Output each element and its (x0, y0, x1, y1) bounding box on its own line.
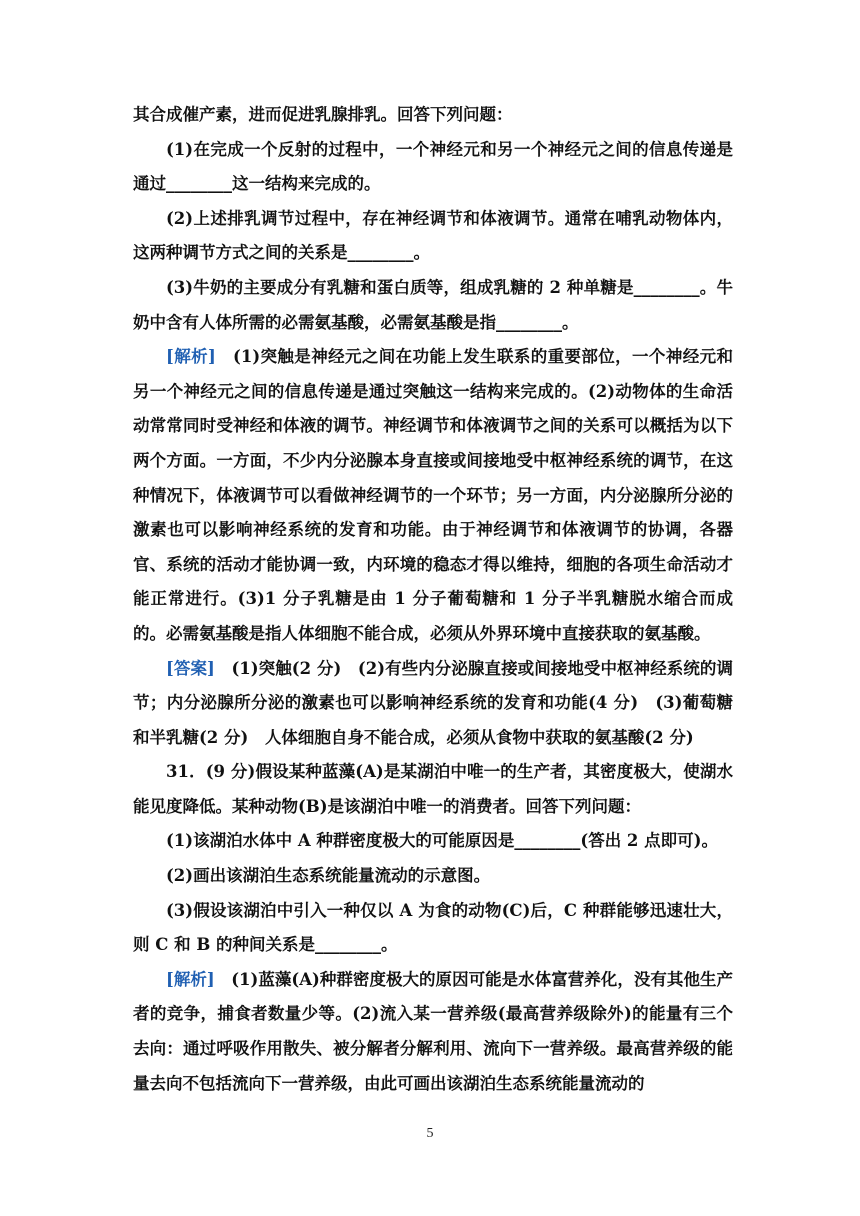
answer-text: (1)突触(2 分) (2)有些内分泌腺直接或间接地受中枢神经系统的调节；内分泌腺所分泌的激素也可以影响神经系统的发育和功能(4 分) (3)葡萄糖和半乳糖(2 分) 人体细胞自身不能合成，必须从食物中获取的氨基酸(2 分) (133, 658, 733, 747)
analysis-text: (1)蓝藻(A)种群密度极大的原因可能是水体富营养化，没有其他生产者的竞争，捕食者数量少等。(2)流入某一营养级(最高营养级除外)的能量有三个去向：通过呼吸作用散失、被分解者分解利用、流向下一营养级。最高营养级的能量去向不包括流向下一营养级，由此可画出该湖泊生态系统能量流动的 (133, 969, 733, 1093)
analysis-paragraph-2 (133, 963, 733, 1101)
question-31-1: (1)该湖泊水体中 A 种群密度极大的可能原因是________(答出 2 点即可)。 (166, 831, 718, 851)
question-1: (1)在完成一个反射的过程中，一个神经元和另一个神经元之间的信息传递是通过________这一结构来完成的。 (133, 139, 733, 194)
document-body (133, 98, 733, 1101)
page-number: 5 (426, 1126, 434, 1141)
question-2: (2)上述排乳调节过程中，存在神经调节和体液调节。通常在哺乳动物体内，这两种调节方式之间的关系是________。 (133, 208, 733, 263)
analysis-tag: [解析] (166, 347, 216, 367)
analysis-paragraph (133, 340, 733, 651)
analysis-text: (1)突触是神经元之间在功能上发生联系的重要部位，一个神经元和另一个神经元之间的信息传递是通过突触这一结构来完成的。(2)动物体的生命活动常常同时受神经和体液的调节。神经调节和体液调节之间的关系可以概括为以下两个方面。一方面，不少内分泌腺本身直接或间接地受中枢神经系统的调节，在这种情况下，体液调节可以看做神经调节的一个环节；另一方面，内分泌腺所分泌的激素也可以影响神经系统的发育和功能。由于神经调节和体液调节的协调，各器官、系统的活动才能协调一致，内环境的稳态才得以维持，细胞的各项生命活动才能正常进行。(3)1 分子乳糖是由 1 分子葡萄糖和 1 分子半乳糖脱水缩合而成的。必需氨基酸是指人体细胞不能合成，必须从外界环境中直接获取的氨基酸。 (133, 347, 733, 643)
question-31-3: (3)假设该湖泊中引入一种仅以 A 为食的动物(C)后，C 种群能够迅速壮大，则 C 和 B 的种间关系是________。 (133, 900, 733, 955)
question-3: (3)牛奶的主要成分有乳糖和蛋白质等，组成乳糖的 2 种单糖是________。牛奶中含有人体所需的必需氨基酸，必需氨基酸是指________。 (133, 277, 733, 332)
answer-paragraph (133, 652, 733, 756)
analysis-tag: [解析] (166, 969, 215, 989)
question-31-2: (2)画出该湖泊生态系统能量流动的示意图。 (166, 866, 491, 886)
question-31: 31．(9 分)假设某种蓝藻(A)是某湖泊中唯一的生产者，其密度极大，使湖水能见度降低。某种动物(B)是该湖泊中唯一的消费者。回答下列问题： (133, 762, 733, 816)
paragraph: 其合成催产素，进而促进乳腺排乳。回答下列问题： (133, 105, 513, 124)
answer-tag: [答案] (166, 658, 215, 678)
